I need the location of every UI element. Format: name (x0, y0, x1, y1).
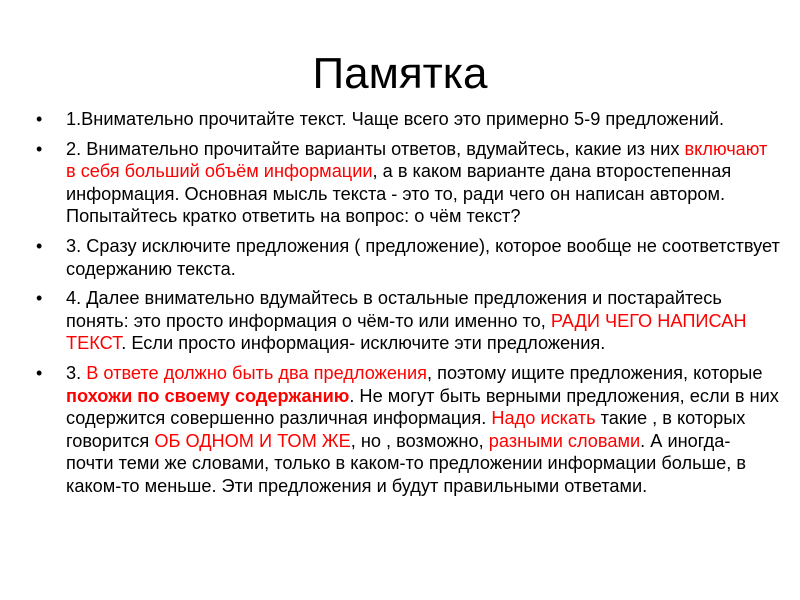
bullet-dot-icon: • (36, 109, 43, 129)
bullet-item (36, 108, 781, 131)
slide-title: Памятка (312, 49, 488, 98)
bullet-text: . А иногда- почти теми же словами, только в каком-то предложении информации больше, в каком-то меньше. Эти предложения и будут правильными ответами. (66, 430, 747, 496)
bullet-highlight-text: РАДИ ЧЕГО НАПИСАН ТЕКСТ (66, 310, 747, 354)
bullet-item (36, 138, 781, 228)
bullet-highlight-text: включают в себя больший объём информации (66, 138, 768, 182)
bullet-text: , а в каком варианте дана второстепенная информация. Основная мысль текста - это то, ради чего он написан автором. Попытайтесь кратко ответить на вопрос: о чём текст? (66, 161, 732, 227)
bullet-highlight-text: Надо искать (491, 408, 596, 429)
bullet-text: . Не могут быть верными предложения, если в них содержится совершенно различная информация. (66, 385, 779, 429)
bullet-highlight-text: похожи по своему содержанию (66, 385, 350, 406)
bullet-dot-icon: • (36, 235, 43, 256)
bullet-text: . Если просто информация- исключите эти предложения. (121, 333, 606, 354)
bullet-highlight-text: ОБ ОДНОМ И ТОМ ЖЕ (154, 430, 351, 451)
bullet-text: , поэтому ищите предложения, которые (426, 362, 763, 383)
bullet-text: 1.Внимательно прочитайте текст. Чаще всего это примерно 5-9 предложений. (66, 109, 725, 129)
bullet-item (36, 235, 781, 280)
bullet-highlight-text: разными словами (488, 430, 641, 451)
bullet-text: 3. (66, 362, 87, 383)
bullet-text: , но , возможно, (350, 430, 489, 451)
bullet-text: 3. Сразу исключите предложения ( предложение), которое вообще не соответствует содержанию текста. (66, 235, 780, 279)
bullet-highlight-text: В ответе должно быть два предложения (86, 362, 427, 383)
bullet-dot-icon: • (36, 288, 43, 309)
bullet-dot-icon: • (36, 362, 43, 383)
bullet-list (36, 108, 781, 505)
bullet-text: такие , в которых говорится (66, 408, 746, 451)
bullet-item (36, 287, 781, 355)
bullet-text: 4. Далее внимательно вдумайтесь в остальные предложения и постарайтесь понять: это просто информация о чём-то или именно то, (66, 288, 722, 331)
bullet-text: 2. Внимательно прочитайте варианты ответов, вдумайтесь, какие из них (66, 138, 685, 159)
bullet-item (36, 362, 781, 498)
bullet-dot-icon: • (36, 138, 43, 159)
